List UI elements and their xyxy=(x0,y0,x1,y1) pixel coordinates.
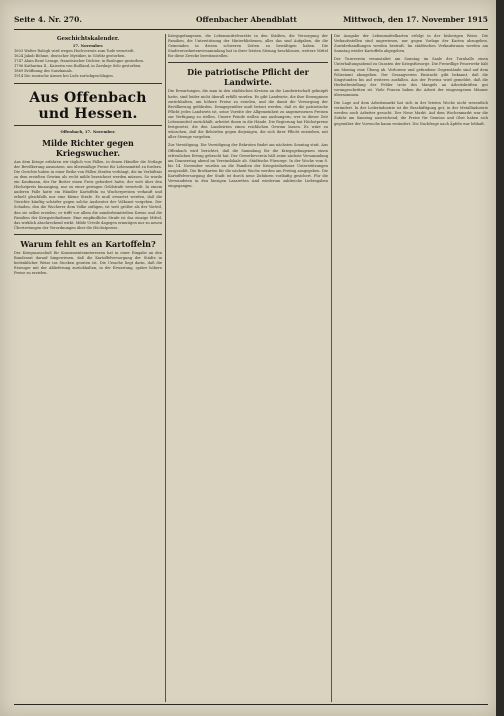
article-body: Kriegsgefangenen, die Lebensmittelvorräte in den Städten, die Versorgung der Familien, die Unterstützung der Hinterbliebenen, alles das sind Aufgaben, die die Gemeinden in diesen schweren Zeiten zu bewältigen haben. Die Stadtverordnetenversammlung hat in ihrer letzten Sitzung beschlossen, weitere Mittel für diese Zwecke bereitzustellen. xyxy=(168,34,328,59)
calendar-entry: 1603 Walter Ralegh wird wegen Hochverrats zum Tode verurteilt. xyxy=(14,49,135,53)
article-body: Die Lage auf dem Arbeitsmarkt hat sich in der letzten Woche nicht wesentlich verändert. In der Lederindustrie ist die Beschäftigung gut; in der Metallindustrie werden noch Arbeiter gesucht. Der Neue Markt. Auf dem Wochenmarkt war die Zufuhr am Samstag ausreichend; die Preise für Gemüse und Obst haben sich gegenüber der Vorwoche kaum verändert. Die Nachfrage nach Äpfeln war lebhaft. xyxy=(334,101,488,126)
section-dateline: Offenbach, 17. November. xyxy=(60,128,116,134)
article-body: Die Ausgabe der Lebensmittelkarten erfolgt in der bisherigen Weise. Die Verkaufsstellen sind angewiesen, nur gegen Vorlage der Karten abzugeben. Zuwiderhandlungen werden bestraft. Im städtischen Verkaufsraum werden am Samstag wieder Kartoffeln abgegeben. xyxy=(334,34,488,54)
calendar-entry: 1914 Die russische Armee bei Lodz zurückgeschlagen. xyxy=(14,74,114,79)
article-body: Die Erwartungen, die man in den städtischen Kreisen an die Landwirtschaft geknüpft hatte, sind leider nicht überall erfüllt worden. Es gibt Landwirte, die ihre Erzeugnisse zurückhalten, um höhere Preise zu erzielen, und die damit die Versorgung der Bevölkerung gefährden. Demgegenüber muß betont werden, daß es die patriotische Pflicht jedes Landwirts ist, seine Vorräte der Allgemeinheit zu angemessenen Preisen zur Verfügung zu stellen. Unsere Feinde wollen uns aushungern; wer in dieser Zeit Lebensmittel zurückhält, arbeitet ihnen in die Hände. Die Regierung hat Höchstpreise festgesetzt, die den Landwirten einen reichlichen Gewinn lassen. Es wäre zu wünschen, daß die Behörden gegen diejenigen, die sich ihrer Pflicht entziehen, mit aller Strenge vorgehen. xyxy=(168,89,328,140)
calendar-entry: 1747 Alain René Lesage, französischer Dichter, in Boulogne gestorben. xyxy=(14,59,145,64)
header-rule xyxy=(14,29,488,30)
page-header xyxy=(14,15,488,29)
newspaper-name: Offenbacher Abendblatt xyxy=(196,15,297,24)
column-rule xyxy=(165,34,166,702)
article-body: Der Kriegsausschuß für Konsumenteninteressen hat in einer Eingabe an den Bundesrat darauf hingewiesen, daß die Kartoffelversorgung der Städte in bedenklicher Weise ins Stocken geraten ist. Die Ursache liegt darin, daß die Erzeuger mit der Ablieferung zurückhalten, in der Erwartung, später höhere Preise zu erzielen. xyxy=(14,250,162,276)
page-number: Seite 4. Nr. 270. xyxy=(14,15,82,24)
scan-edge xyxy=(496,0,504,716)
column-middle xyxy=(168,34,328,702)
divider xyxy=(168,62,328,63)
footer-rule xyxy=(14,704,488,705)
calendar-entry: 1624 Jakob Böhme, deutscher Mystiker, in Görlitz gestorben. xyxy=(14,54,126,59)
local-news-body: Zur Vereidigung. Die Vereidigung der Rekruten findet am nächsten Sonntag statt. Aus Offenbach wird berichtet, daß die Sammlung für die Kriegsgefangenen einen erfreulichen Ertrag gebracht hat. Der Gewerbeverein hält seine nächste Versammlung am Donnerstag abend im Vereinslokale ab. Städtische Fürsorge. In der Woche vom 8. bis 14. November wurden an die Familien der Kriegsteilnehmer Unterstützungen ausgezahlt. Die Brotkarten für die nächste Woche werden am Freitag ausgegeben. Die Kartoffelversorgung der Stadt ist durch neue Zufuhren vorläufig gesichert. Für die Verwundeten in den hiesigen Lazaretten sind wiederum zahlreiche Liebesgaben eingegangen. xyxy=(168,143,328,189)
article-headline: Milde Richter gegen Kriegswucher. xyxy=(42,137,134,158)
column-left xyxy=(14,34,162,702)
calendar-entry: 1796 Katharina II., Kaiserin von Rußland, in Zarskoje Selo gestorben. xyxy=(14,64,142,69)
column-rule xyxy=(331,34,332,702)
calendar-title: Geschichtskalender. xyxy=(56,36,120,42)
divider xyxy=(14,83,162,84)
article-body: Aus dem Kriege erfahren wir täglich von Fällen, in denen Händler die Notlage der Bevölkerung ausnutzen, um übermäßige Preise für Lebensmittel zu fordern. Die Gerichte haben in einer Reihe von Fällen Strafen verhängt, die im Verhältnis zu dem erzielten Gewinn als recht milde bezeichnet werden müssen. So wurde ein Kaufmann, der für Butter einen Preis gefordert hatte, der weit über den Höchstpreis hinausging, nur zu einer geringen Geldstrafe verurteilt. In einem anderen Falle hatte ein Händler Kartoffeln zu Wucherpreisen verkauft und erhielt gleichfalls nur eine kleine Strafe. Es muß erwartet werden, daß die Gerichte künftig schärfer gegen solche Ausbeuter der Volksnot vorgehen. Der Schaden, den die Wucherer dem Volke zufügen, ist weit größer als der Vorteil, den sie selbst erzielen; er trifft vor allem die minderbemittelten Kreise und die Familien der Kriegsteilnehmer. Eine empfindliche Strafe ist das einzige Mittel, das wirklich abschreckend wirkt. Milde Urteile dagegen ermutigen nur zu neuen Übertretungen der Verordnungen über die Höchstpreise. xyxy=(14,159,162,230)
divider xyxy=(14,125,162,126)
calendar-date: 17. November. xyxy=(72,43,104,48)
divider xyxy=(14,234,162,235)
issue-date: Mittwoch, den 17. November 1915 xyxy=(343,15,488,24)
article-body: Der Turnverein veranstaltet am Sonntag im Saale der Turnhalle einen Unterhaltungsabend zu Gunsten der Kriegsfürsorge. Die Freiwillige Feuerwehr hält am Montag eine Übung ab. Verlorene und gefundene Gegenstände sind auf dem Polizeiamt abzugeben. Der Gesangverein Eintracht gibt bekannt, daß die Singstunden bis auf weiteres ausfallen. Aus der Provinz wird gemeldet, daß die Herbstbestellung der Felder trotz des Mangels an Arbeitskräften gut vorangeschritten ist. Viele Frauen haben die Arbeit der eingezogenen Männer übernommen. xyxy=(334,57,488,98)
article-headline: Warum fehlt es an Kartoffeln? xyxy=(20,238,156,249)
section-title: Aus Offenbach und Hessen. xyxy=(29,89,147,122)
calendar-entry: 1869 Eröffnung des Suezkanals. xyxy=(14,69,73,74)
column-right xyxy=(334,34,488,702)
article-headline: Die patriotische Pflicht der Landwirte. xyxy=(187,67,309,88)
